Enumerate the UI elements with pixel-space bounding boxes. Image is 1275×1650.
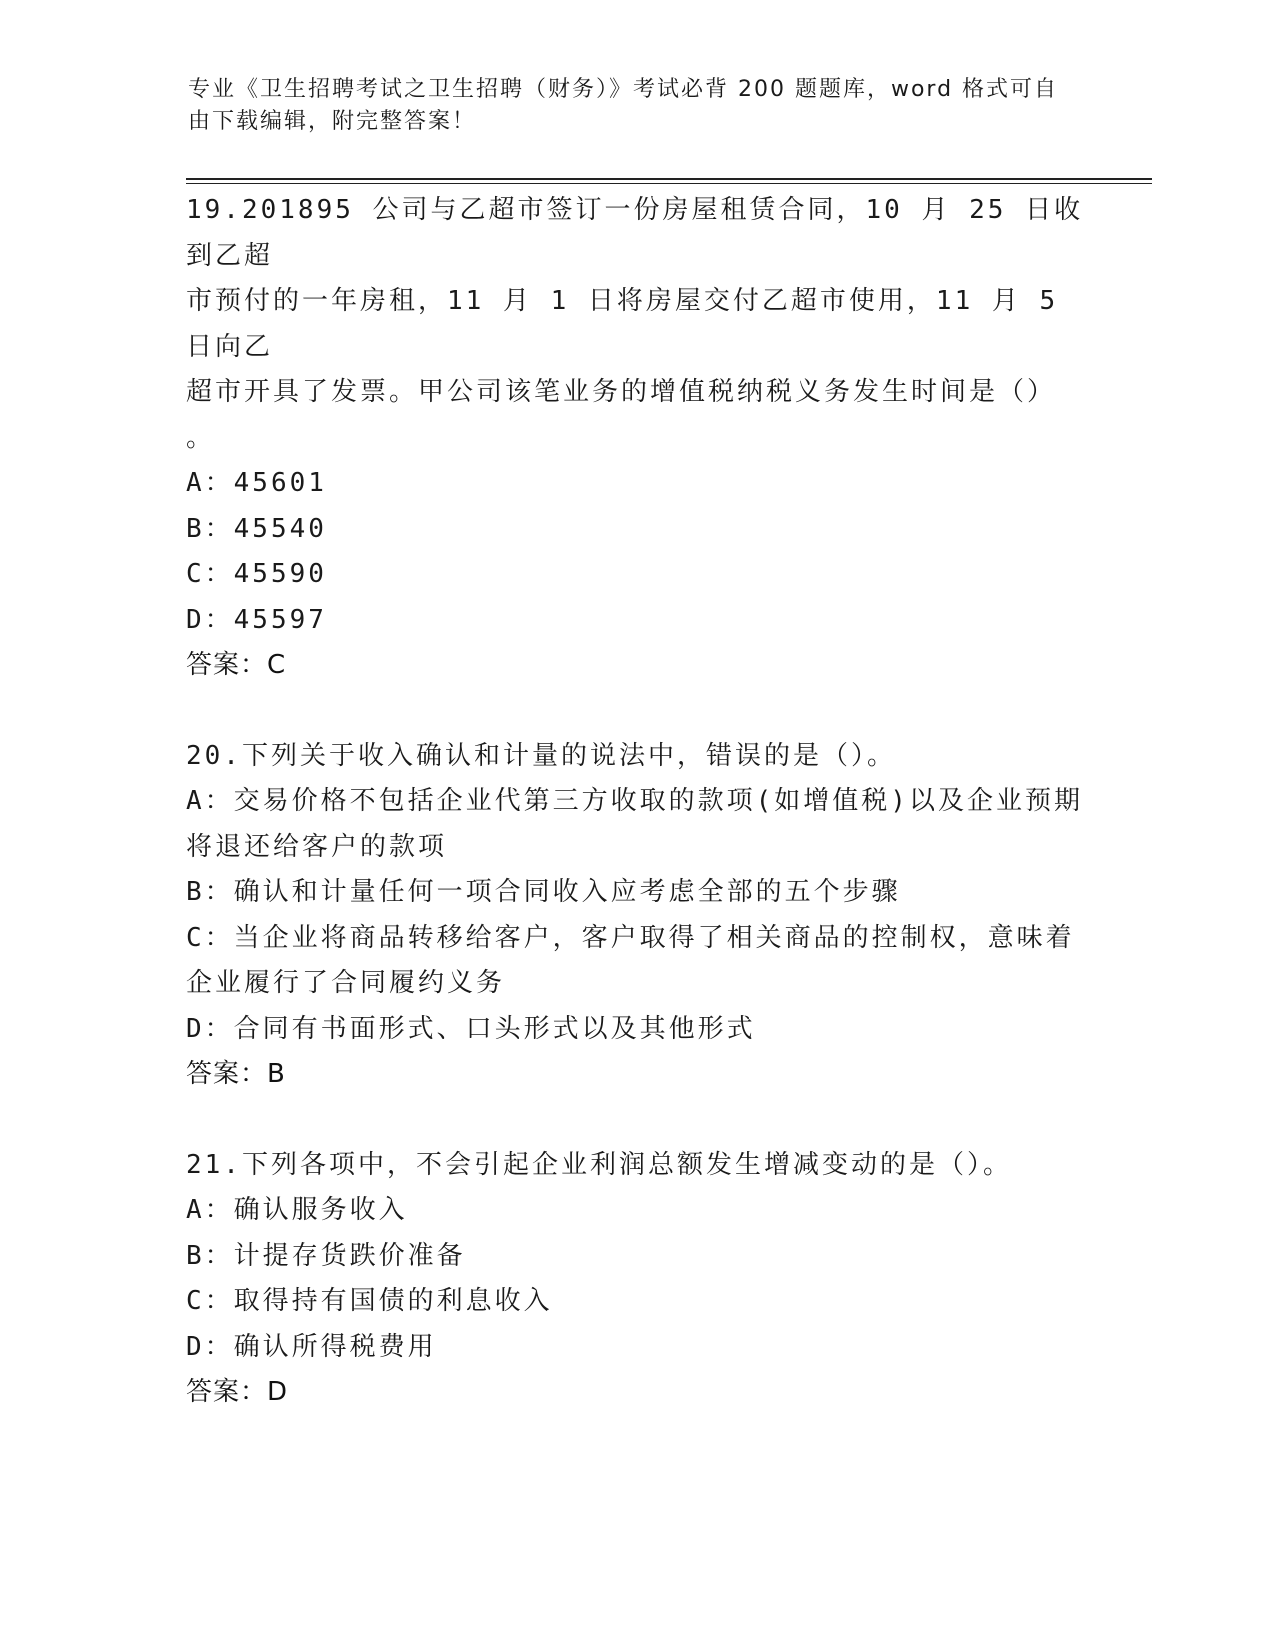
option-b: B：确认和计量任何一项合同收入应考虑全部的五个步骤 (186, 877, 901, 907)
option-a: A：45601 (186, 468, 327, 498)
question-stem-line: 21.下列各项中，不会引起企业利润总额发生增减变动的是（）。 (186, 1149, 1012, 1180)
question-19 (186, 188, 1086, 689)
option-a: A：交易价格不包括企业代第三方收取的款项(如增值税)以及企业预期 (186, 786, 1083, 816)
question-21 (186, 1143, 1086, 1416)
header-divider (186, 178, 1152, 184)
question-stem-line: 超市开具了发票。甲公司该笔业务的增值税纳税义务发生时间是（） (186, 377, 1057, 407)
option-c-continued: 企业履行了合同履约义务 (186, 968, 506, 998)
option-b: B：计提存货跌价准备 (186, 1240, 466, 1271)
option-a-continued: 将退还给客户的款项 (186, 831, 448, 862)
header-line-2: 由下载编辑，附完整答案！ (188, 109, 477, 134)
question-20 (186, 734, 1086, 1098)
answer-label: 答案：D (186, 1377, 289, 1407)
option-c: C：当企业将商品转移给客户，客户取得了相关商品的控制权，意味着 (186, 922, 1075, 953)
question-stem-line: 20.下列关于收入确认和计量的说法中，错误的是（）。 (186, 740, 896, 771)
question-stem-line: 19.201895 公司与乙超市签订一份房屋租赁合同，10 月 25 日收到乙超 (186, 195, 1084, 271)
option-b: B：45540 (186, 513, 327, 544)
answer-label: 答案：C (186, 650, 287, 680)
option-a: A：确认服务收入 (186, 1195, 408, 1225)
option-c: C：45590 (186, 559, 327, 589)
question-stem-line: 市预付的一年房租，11 月 1 日将房屋交付乙超市使用，11 月 5 日向乙 (186, 286, 1077, 362)
option-c: C：取得持有国债的利息收入 (186, 1286, 553, 1316)
question-list (186, 188, 1086, 1416)
option-d: D：确认所得税费用 (186, 1331, 437, 1362)
header-line-1: 专业《卫生招聘考试之卫生招聘（财务）》考试必背 200 题题库，word 格式可自 (188, 77, 1059, 102)
page-header (188, 74, 1068, 138)
option-d: D：45597 (186, 604, 327, 635)
question-stem-line: 。 (186, 422, 216, 453)
answer-label: 答案：B (186, 1059, 286, 1089)
option-d: D：合同有书面形式、口头形式以及其他形式 (186, 1013, 756, 1044)
